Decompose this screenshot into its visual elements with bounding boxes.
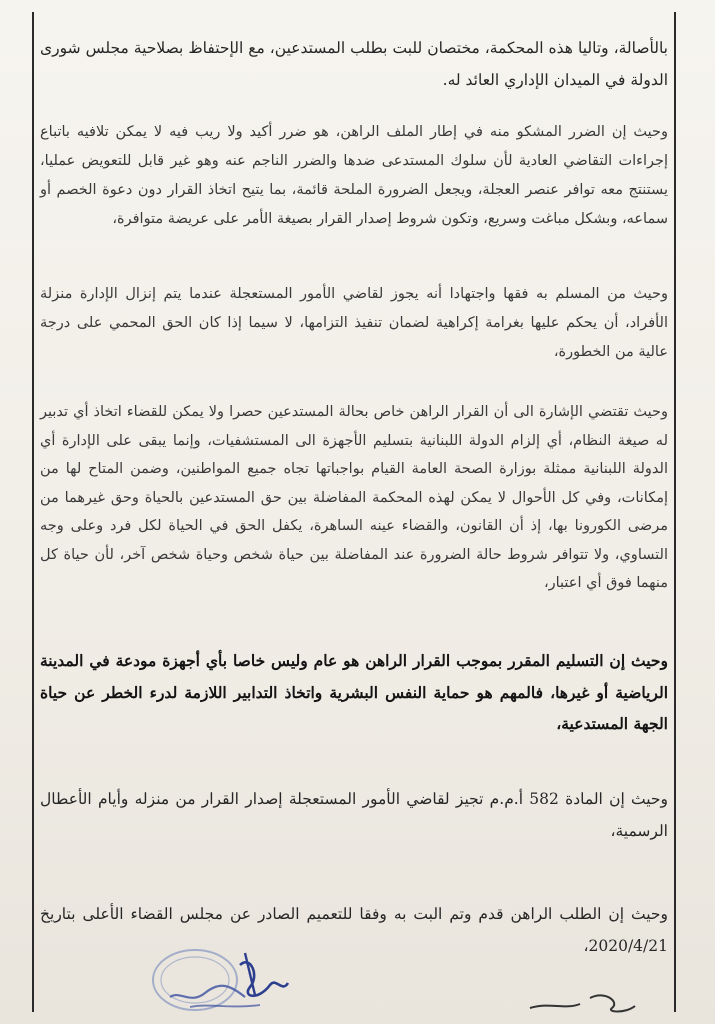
paragraph-3: وحيث من المسلم به فقها واجتهادا أنه يجوز لقاضي الأمور المستعجلة عندما يتم إنزال الإدارة منزلة الأفراد، أن يحكم عليها بغرامة إكراهية لضمان تنفيذ التزامها، لا سيما إذا كان الحق المحمي على درجة عالية من الخطورة، [40,286,668,360]
paragraph-5: وحيث إن التسليم المقرر بموجب القرار الراهن هو عام وليس خاصا بأي أجهزة مودعة في المدينة الرياضية أو غيرها، فالمهم هو حماية النفس البشرية واتخاذ التدابير اللازمة لدرء الخطر عن حياة الجهة المستدعية، [40,651,668,733]
paragraph-1: بالأصالة، وتاليا هذه المحكمة، مختصان للبت بطلب المستدعين، مع الإحتفاظ بصلاحية مجلس شورى الدولة في الميدان الإداري العائد له. [40,39,668,89]
paragraph-2: وحيث إن الضرر المشكو منه في إطار الملف الراهن، هو ضرر أكيد ولا ريب فيه لا يمكن تلافيه باتباع إجراءات التقاضي العادية لأن سلوك المستدعى ضدها والضرر الناجم عنه وهو غير قابل للتعويض عمليا، يستنتج معه توافر عنصر العجلة، ويجعل الضرورة الملحة قائمة، بما يتيح اتخاذ القرار دون دعوة الخصم أو سماعه، وبشكل مباغت وسريع، وتكون شروط إصدار القرار بصيغة الأمر على عريضة متوافرة، [40,124,668,227]
handwritten-mark [520,980,640,1020]
paragraph-7: وحيث إن الطلب الراهن قدم وتم البت به وفقا للتعميم الصادر عن مجلس القضاء الأعلى بتاريخ 2020/4/21، [40,905,668,955]
court-stamp-and-signature [150,935,290,1015]
paragraph-6: وحيث إن المادة 582 أ.م.م تجيز لقاضي الأمور المستعجلة إصدار القرار من منزله وأيام الأعطال الرسمية، [40,790,668,840]
paragraph-4: وحيث تقتضي الإشارة الى أن القرار الراهن خاص بحالة المستدعين حصرا ولا يمكن للقضاء اتخاذ أي تدبير له صيغة النظام، أي إلزام الدولة اللبنانية بتسليم الأجهزة الى المستشفيات، وإنما يبقى على الإدارة أي الدولة اللبنانية ممثلة بوزارة الصحة العامة القيام بواجباتها تجاه جميع المواطنين، وضمن المتاح لها من إمكانات، وفي كل الأحوال لا يمكن لهذه المحكمة المفاضلة بين حق المستدعين بالحياة وحق غيرهما من مرضى الكورونا بها، إذ أن القانون، والقضاء عينه الساهرة، يكفل الحق في الحياة لكل فرد وعلى وجه التساوي، ولا تتوافر شروط حالة الضرورة عند المفاضلة بين حياة شخص وحياة شخص آخر، لأن حياة كل منهما فوق أي اعتبار، [40,404,668,591]
